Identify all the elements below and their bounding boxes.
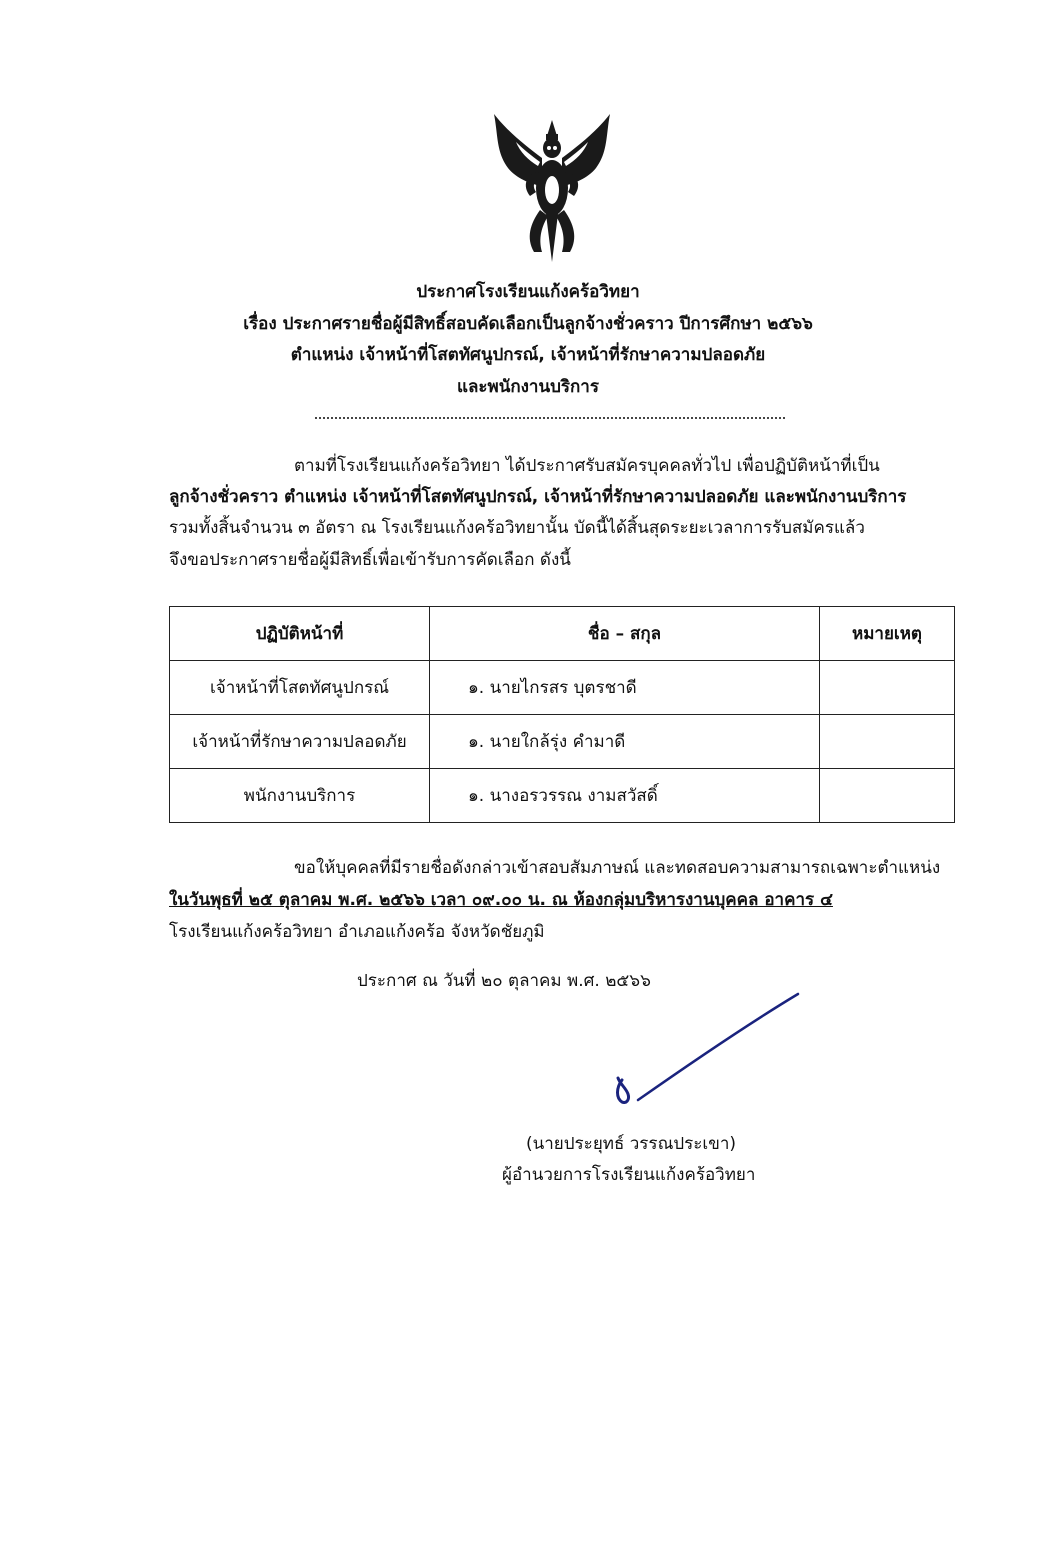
intro-line-3: รวมทั้งสิ้นจำนวน ๓ อัตรา ณ โรงเรียนแก้งคร้อวิทยานั้น บัดนี้ได้สิ้นสุดระยะเวลาการรับสมัครแล้ว xyxy=(169,518,865,538)
announced-date: ประกาศ ณ วันที่ ๒๐ ตุลาคม พ.ศ. ๒๕๖๖ xyxy=(357,971,651,991)
column-header-name: ชื่อ – สกุล xyxy=(430,607,820,661)
candidates-table xyxy=(169,606,955,823)
notice-line-3: โรงเรียนแก้งคร้อวิทยา อำเภอแก้งคร้อ จังหวัดชัยภูมิ xyxy=(169,922,545,942)
announcement-positions-line2: และพนักงานบริการ xyxy=(457,377,599,397)
table-row xyxy=(170,661,955,715)
intro-line-1: ตามที่โรงเรียนแก้งคร้อวิทยา ได้ประกาศรับสมัครบุคคลทั่วไป เพื่อปฏิบัติหน้าที่เป็น xyxy=(294,456,880,476)
table-header-row xyxy=(170,607,955,661)
announcement-positions-line1: ตำแหน่ง เจ้าหน้าที่โสตทัศนูปกรณ์, เจ้าหน้าที่รักษาความปลอดภัย xyxy=(290,345,766,365)
notice-line-2: ในวันพุธที่ ๒๕ ตุลาคม พ.ศ. ๒๕๖๖ เวลา ๐๙.๐๐ น. ณ ห้องกลุ่มบริหารงานบุคคล อาคาร ๔ xyxy=(169,890,833,910)
intro-line-2: ลูกจ้างชั่วคราว ตำแหน่ง เจ้าหน้าที่โสตทัศนูปกรณ์, เจ้าหน้าที่รักษาความปลอดภัย และพนักงานบริการ xyxy=(169,487,907,507)
note-cell xyxy=(820,715,955,769)
column-header-note: หมายเหตุ xyxy=(820,607,955,661)
signature-icon xyxy=(608,988,808,1108)
garuda-emblem-icon xyxy=(486,106,618,264)
notice-line-1: ขอให้บุคคลที่มีรายชื่อดังกล่าวเข้าสอบสัมภาษณ์ และทดสอบความสามารถเฉพาะตำแหน่ง xyxy=(294,858,941,878)
intro-line-4: จึงขอประกาศรายชื่อผู้มีสิทธิ์เพื่อเข้ารับการคัดเลือก ดังนี้ xyxy=(169,550,571,570)
signatory-title: ผู้อำนวยการโรงเรียนแก้งคร้อวิทยา xyxy=(502,1165,756,1185)
role-cell: พนักงานบริการ xyxy=(170,769,430,823)
table-row xyxy=(170,769,955,823)
announcement-subject: เรื่อง ประกาศรายชื่อผู้มีสิทธิ์สอบคัดเลือกเป็นลูกจ้างชั่วคราว ปีการศึกษา ๒๕๖๖ xyxy=(243,314,813,334)
announcement-title: ประกาศโรงเรียนแก้งคร้อวิทยา xyxy=(416,282,640,302)
role-cell: เจ้าหน้าที่โสตทัศนูปกรณ์ xyxy=(170,661,430,715)
name-cell: ๑. นายไกรสร บุตรชาดี xyxy=(430,661,820,715)
role-cell: เจ้าหน้าที่รักษาความปลอดภัย xyxy=(170,715,430,769)
divider xyxy=(315,417,785,419)
note-cell xyxy=(820,661,955,715)
note-cell xyxy=(820,769,955,823)
table-row xyxy=(170,715,955,769)
name-cell: ๑. นายใกล้รุ่ง คำมาดี xyxy=(430,715,820,769)
signatory-name: (นายประยุทธ์ วรรณประเขา) xyxy=(526,1134,737,1154)
column-header-role: ปฏิบัติหน้าที่ xyxy=(170,607,430,661)
name-cell: ๑. นางอรวรรณ งามสวัสดิ์ xyxy=(430,769,820,823)
